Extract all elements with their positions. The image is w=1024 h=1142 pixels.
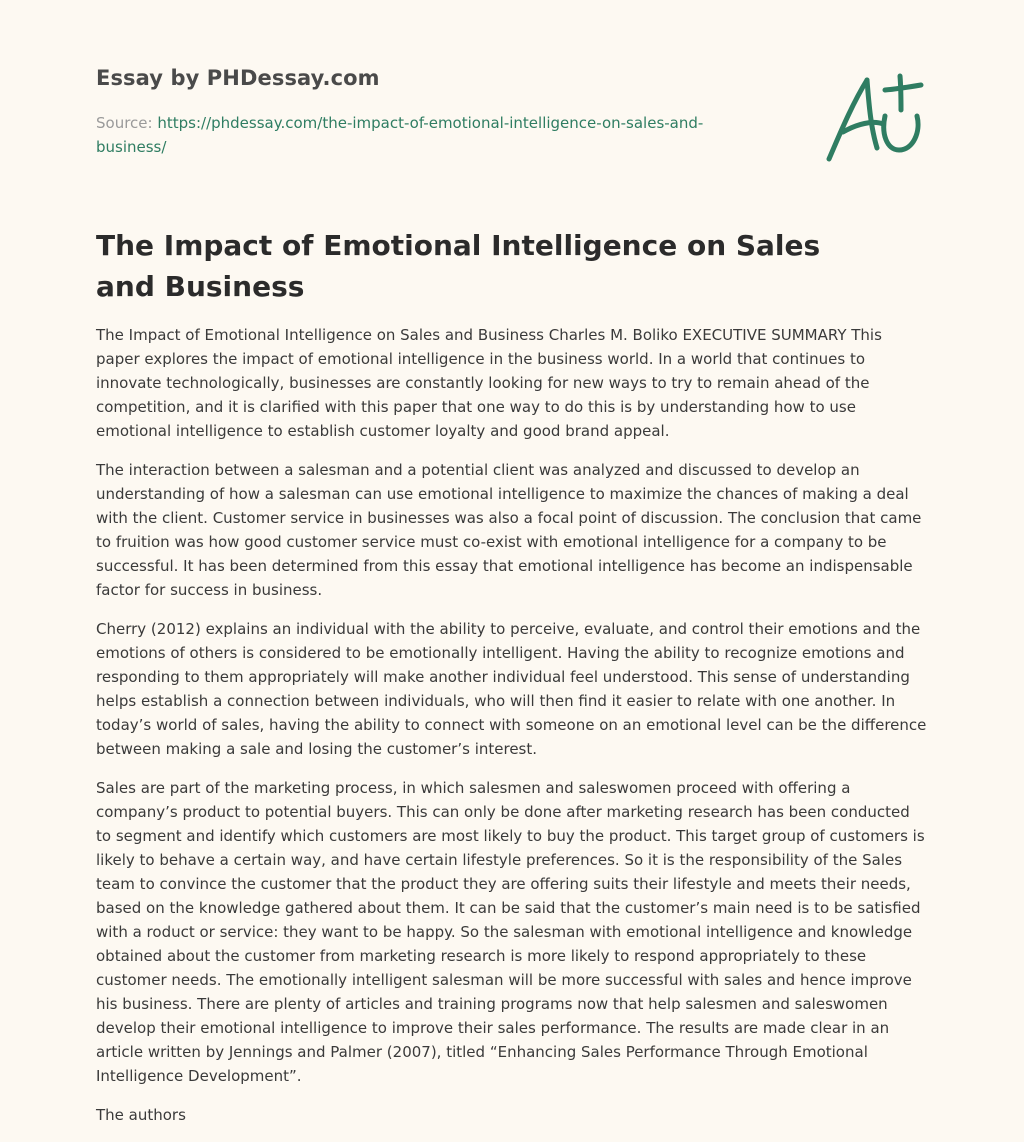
essay-title: The Impact of Emotional Intelligence on Sales and Business — [96, 229, 821, 303]
essay-paragraph: Cherry (2012) explains an individual with the ability to perceive, evaluate, and control their emotions and the emotions of others is considered to be emotionally intelligent. Having the ability to recognize emotions and responding to them appropriately will make another individual feel understood. This sense of understanding helps establish a connection between individuals, who will then find it easier to relate with one another. In today’s world of sales, having the ability to connect with someone on an emotional level can be the difference between making a sale and losing the customer’s interest. — [96, 620, 927, 758]
source-line — [96, 111, 716, 159]
essay-body — [96, 323, 928, 1142]
essay-paragraph: The Impact of Emotional Intelligence on Sales and Business Charles M. Boliko EXECUTIVE SUMMARY This paper explores the impact of emotional intelligence in the business world. In a world that continues to innovate technologically, businesses are constantly looking for new ways to try to remain ahead of the competition, and it is clarified with this paper that one way to do this is by understanding how to use emotional intelligence to establish customer loyalty and good brand appeal. — [96, 326, 882, 440]
site-brand: Essay by PHDessay.com — [96, 66, 380, 90]
source-label: Source: — [96, 114, 153, 132]
source-link[interactable]: https://phdessay.com/the-impact-of-emotional-intelligence-on-sales-and-business/ — [96, 114, 704, 156]
essay-paragraph: The authors — [96, 1106, 186, 1124]
essay-paragraph: Sales are part of the marketing process, in which salesmen and saleswomen proceed with offering a company’s product to potential buyers. This can only be done after marketing research has been conducted to segment and identify which customers are most likely to buy the product. This target group of customers is likely to behave a certain way, and have certain lifestyle preferences. So it is the responsibility of the Sales team to convince the customer that the product they are offering suits their lifestyle and meets their needs, based on the knowledge gathered about them. It can be said that the customer’s main need is to be satisfied with a roduct or service: they want to be happy. So the salesman with emotional intelligence and knowledge obtained about the customer from marketing research is more likely to respond appropriately to these customer needs. The emotionally intelligent salesman will be more successful with sales and hence improve his business. There are plenty of articles and training programs now that help salesmen and saleswomen develop their emotional intelligence to improve their sales performance. The results are made clear in an article written by Jennings and Palmer (2007), titled “Enhancing Sales Performance Through Emotional Intelligence Development”. — [96, 779, 925, 1085]
a-plus-logo-icon — [821, 66, 931, 166]
essay-paragraph: The interaction between a salesman and a potential client was analyzed and discussed to develop an understanding of how a salesman can use emotional intelligence to maximize the chances of making a deal with the client. Customer service in businesses was also a focal point of discussion. The conclusion that came to fruition was how good customer service must co-exist with emotional intelligence for a company to be successful. It has been determined from this essay that emotional intelligence has become an indispensable factor for success in business. — [96, 461, 922, 599]
